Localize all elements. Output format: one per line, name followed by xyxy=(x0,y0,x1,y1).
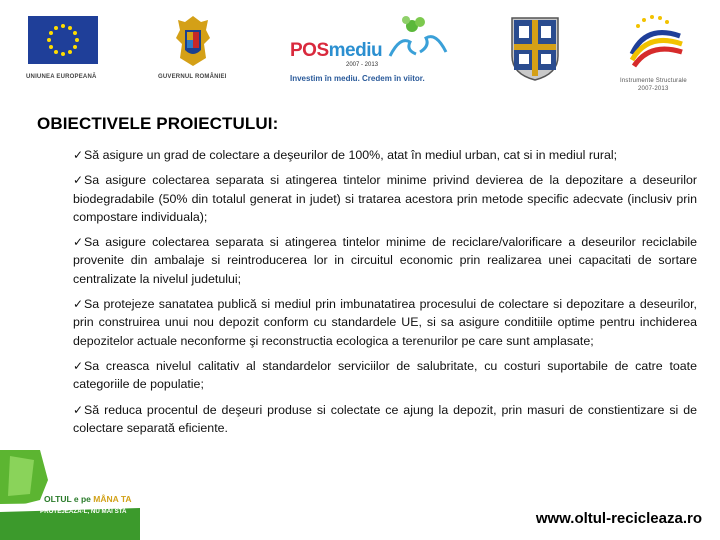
objective-text: Să asigure un grad de colectare a deşeurilor de 100%, atat în mediul urban, cat si in mediul rural; xyxy=(84,148,618,162)
checkmark-icon: ✓ xyxy=(73,148,84,162)
checkmark-icon: ✓ xyxy=(73,402,84,417)
campaign-slogan-part1: OLTUL e pe xyxy=(44,494,94,504)
coat-of-arms-icon xyxy=(174,14,212,68)
county-crest-logo xyxy=(510,16,560,82)
logo-bar xyxy=(0,0,720,100)
romanian-government-crest xyxy=(174,14,212,68)
checkmark-icon: ✓ xyxy=(73,358,84,373)
oltul-campaign-logo xyxy=(0,450,140,540)
pos-years: 2007 - 2013 xyxy=(346,62,379,68)
instr-caption: Instrumente Structurale xyxy=(620,78,687,84)
objective-text: Sa asigure colectarea separata si atingerea tintelor minime de reciclare/valorificare a deseurilor reciclabile provenite din ambalaje si reintroducerea lor in circuitul economic prin realizarea unei capacitati de sortare centralizate la nivelul judetului; xyxy=(73,235,697,286)
page-heading: OBIECTIVELE PROIECTULUI: xyxy=(37,114,279,133)
county-shield-icon xyxy=(510,16,560,82)
structural-instruments-logo xyxy=(626,14,686,70)
campaign-slogan-part2: MÂNA TA xyxy=(93,494,132,504)
pos-mediu-logo xyxy=(290,16,450,86)
pos-title-part2: mediu xyxy=(328,40,383,61)
objective-item xyxy=(73,233,697,288)
campaign-slogan xyxy=(44,494,132,504)
objective-text: Să reduca procentul de deşeuri produse si colectate ce ajung la depozit, prin masuri de constientizare si de colectare separată eficiente. xyxy=(73,402,697,435)
pos-tagline: Investim în mediu. Credem în viitor. xyxy=(290,74,425,83)
objective-text: Sa creasca nivelul calitativ al standardelor serviciilor de salubritate, cu costuri suportabile de catre toate categoriile de populatie; xyxy=(73,358,697,392)
instr-years: 2007-2013 xyxy=(638,86,669,92)
website-url[interactable]: www.oltul-recicleaza.ro xyxy=(535,510,702,527)
checkmark-icon: ✓ xyxy=(73,235,84,250)
objective-item xyxy=(73,146,697,164)
campaign-subslogan: PROTEJEAZĂ-L, NU MAI STA xyxy=(40,508,127,515)
objective-item xyxy=(73,401,697,438)
stars-swoosh-icon xyxy=(626,14,686,70)
eu-caption: UNIUNEA EUROPEANĂ xyxy=(26,74,97,80)
checkmark-icon: ✓ xyxy=(73,173,84,188)
objective-item xyxy=(73,295,697,350)
hands-leaf-icon xyxy=(386,16,450,64)
pos-title xyxy=(290,40,382,62)
gov-caption: GUVERNUL ROMÂNIEI xyxy=(158,74,227,80)
eu-flag-logo xyxy=(28,16,98,64)
pos-title-part1: POS xyxy=(290,40,329,61)
eu-stars-icon xyxy=(28,16,98,64)
objectives-list xyxy=(73,146,697,444)
objective-text: Sa asigure colectarea separata si atingerea tintelor minime privind devierea de la depozitare a deseurilor biodegradabile (50% din totalul generat in judet) si tratarea acestora prin metode specific adecvate (inclusiv prin compostare individuala); xyxy=(73,173,697,224)
objective-text: Sa protejeze sanatatea publică si mediul prin imbunatatirea procesului de colectare si depozitare a deseurilor, prin construirea unui nou depozit conform cu standardele UE, si sa asigure conditiile optime pentru inchiderea depozitelor actuale neconforme şi reconstructia ecologica a terenurilor pe care sunt amplasate; xyxy=(73,297,697,348)
objective-item xyxy=(73,357,697,394)
objective-item xyxy=(73,171,697,226)
checkmark-icon: ✓ xyxy=(73,297,84,312)
